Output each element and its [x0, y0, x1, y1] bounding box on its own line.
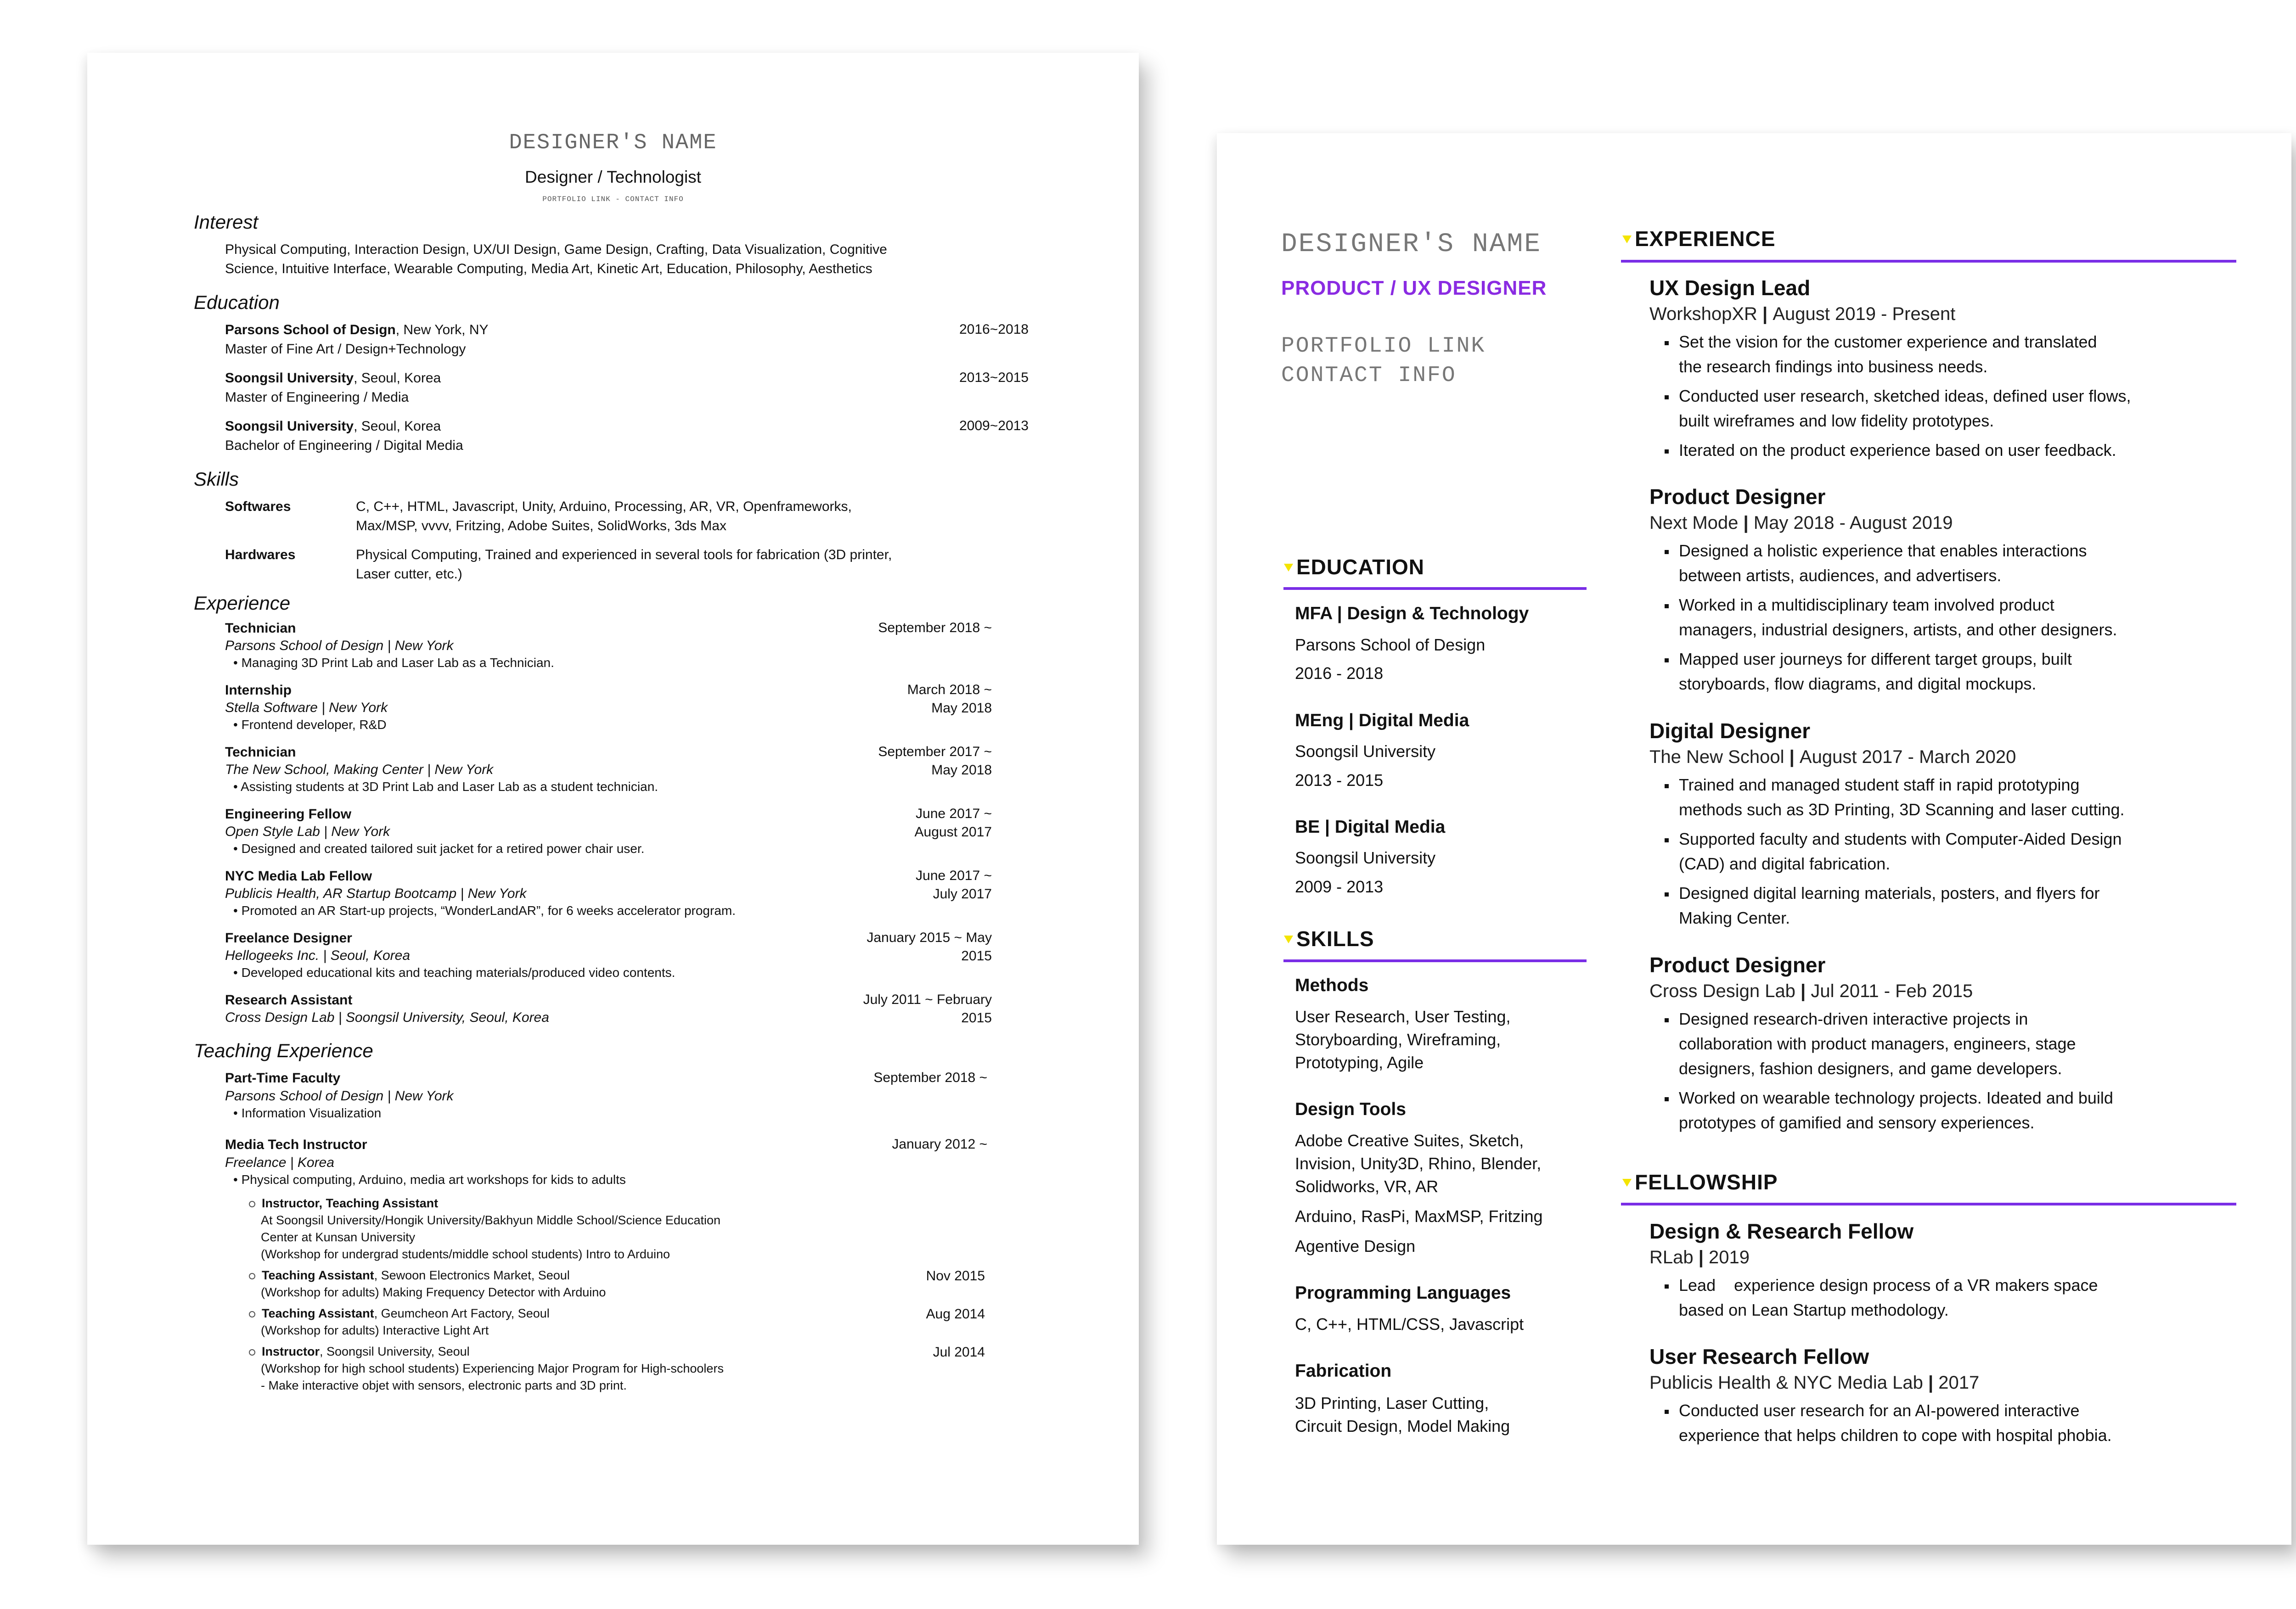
fellowship-meta — [1649, 1247, 1750, 1268]
skills-tools-line: Adobe Creative Suites, Sketch, — [1295, 1131, 1524, 1150]
faculty-org: Parsons School of Design — [225, 1088, 384, 1104]
job-bullet — [1665, 827, 2122, 852]
school-place: , Seoul, Korea — [354, 419, 441, 434]
job-org: Cross Design Lab — [225, 1010, 335, 1025]
sub-item-line: (Workshop for adults) Making Frequency Detector with Arduino — [261, 1285, 606, 1299]
education-years: 2016 - 2018 — [1295, 664, 1384, 683]
skills-tools-line: Agentive Design — [1295, 1237, 1416, 1256]
skills-divider — [1283, 959, 1587, 962]
skills-methods-line: User Research, User Testing, — [1295, 1007, 1511, 1026]
sub-item-place: , Sewoon Electronics Market, Seoul — [374, 1268, 570, 1282]
job-date: May 2018 — [931, 762, 992, 778]
bullet-icon — [1665, 341, 1669, 345]
section-marker-icon — [1284, 564, 1293, 572]
education-school: Parsons School of Design — [1295, 635, 1486, 654]
circle-bullet-icon — [249, 1273, 255, 1279]
job-title: Internship — [225, 683, 292, 698]
job-bullet: • Developed educational kits and teaching materials/produced video contents. — [233, 965, 675, 980]
fellowship-bullet-cont: experience that helps children to cope with hospital phobia. — [1679, 1426, 2112, 1445]
job-bullet-text: Trained and managed student staff in rapid prototyping — [1679, 775, 2080, 794]
job-date: September 2017 ~ — [878, 744, 992, 759]
job-title: NYC Media Lab Fellow — [225, 869, 372, 884]
job-org: Hellogeeks Inc. — [225, 948, 320, 963]
job-meta — [1649, 981, 1973, 1002]
job-bullet-text: Conducted user research, sketched ideas, defined user flows, — [1679, 387, 2131, 405]
job-bullet — [1665, 538, 2087, 563]
instructor-bullet-text: Physical computing, Arduino, media art workshops for kids to adults — [241, 1172, 626, 1187]
job-bullet-cont: between artists, audiences, and advertisers. — [1679, 566, 2002, 585]
bullet-icon — [1665, 604, 1669, 608]
job-bullet-text: Worked on wearable technology projects. Ideated and build — [1679, 1088, 2113, 1107]
job-bullet-cont: designers, fashion designers, and game developers. — [1679, 1059, 2062, 1078]
job-bullet-text: Designed and created tailored suit jacket for a retired power chair user. — [241, 841, 645, 856]
job-separator: | — [1795, 981, 1811, 1001]
portfolio-contact-line: PORTFOLIO LINK - CONTACT INFO — [542, 195, 684, 203]
degree: Master of Fine Art / Design+Technology — [225, 342, 466, 357]
fellowship-heading: FELLOWSHIP — [1635, 1170, 1778, 1194]
bullet-icon — [1665, 395, 1669, 399]
education-heading: EDUCATION — [1296, 555, 1425, 579]
education-degree: BE | Digital Media — [1295, 817, 1446, 837]
job-org: Stella Software — [225, 700, 318, 715]
skills-tools-title: Design Tools — [1295, 1099, 1406, 1119]
section-marker-icon — [1622, 1179, 1632, 1187]
job-bullet-text: Designed digital learning materials, posters, and flyers for — [1679, 884, 2100, 903]
instructor-date: January 2012 ~ — [892, 1137, 987, 1152]
education-school: Soongsil University — [1295, 848, 1436, 867]
designer-name: DESIGNER'S NAME — [1281, 230, 1542, 259]
bullet-icon — [1665, 838, 1669, 842]
sub-item-place: , Soongsil University, Seoul — [320, 1345, 470, 1358]
sub-item-date: Nov 2015 — [926, 1268, 985, 1284]
job-location: New York — [329, 700, 388, 715]
job-company: Cross Design Lab — [1649, 981, 1795, 1001]
sub-item-line: (Workshop for undergrad students/middle school students) Intro to Arduino — [261, 1247, 670, 1261]
sub-item — [249, 1305, 550, 1322]
job-bullet-cont: prototypes of gamified and sensory experiences. — [1679, 1113, 2035, 1132]
job-dates: May 2018 - August 2019 — [1753, 513, 1953, 533]
job-separator: | — [1784, 747, 1800, 767]
experience-heading: Experience — [194, 592, 291, 614]
fellowship-divider — [1621, 1203, 2236, 1205]
portfolio-link: PORTFOLIO LINK — [1281, 334, 1486, 359]
job-title: Research Assistant — [225, 992, 353, 1008]
job-bullet-cont: built wireframes and low fidelity prototypes. — [1679, 411, 1994, 430]
fellowship-org: Publicis Health & NYC Media Lab — [1649, 1373, 1923, 1393]
job-bullet — [1665, 773, 2080, 797]
skills-methods-title: Methods — [1295, 975, 1369, 995]
job-company: The New School — [1649, 747, 1784, 767]
job-bullet-cont: the research findings into business needs. — [1679, 357, 1988, 376]
skills-methods-line: Storyboarding, Wireframing, — [1295, 1030, 1501, 1049]
job-date: August 2017 — [914, 824, 992, 840]
softwares-label: Softwares — [225, 499, 291, 514]
skills-tools-line: Arduino, RasPi, MaxMSP, Fritzing — [1295, 1207, 1543, 1226]
job-bullet — [1665, 1007, 2028, 1032]
job-bullet: • Assisting students at 3D Print Lab and Laser Lab as a student technician. — [233, 779, 658, 794]
fellowship-year: 2019 — [1709, 1247, 1750, 1267]
circle-bullet-icon — [249, 1201, 255, 1207]
skills-fabrication-line: Circuit Design, Model Making — [1295, 1417, 1510, 1435]
hardwares-line-1: Physical Computing, Trained and experienced in several tools for fabrication (3D printer, — [356, 547, 892, 562]
skills-programming-line: C, C++, HTML/CSS, Javascript — [1295, 1315, 1524, 1334]
education-years: 2009 - 2013 — [1295, 877, 1384, 896]
faculty-location: New York — [394, 1088, 454, 1104]
job-company: Next Mode — [1649, 513, 1739, 533]
job-org: Publicis Health, AR Startup Bootcamp — [225, 886, 457, 901]
job-bullet — [1665, 330, 2097, 354]
instructor-bullet: • Physical computing, Arduino, media art workshops for kids to adults — [233, 1172, 626, 1187]
bullet-icon — [1665, 1018, 1669, 1022]
job-location: New York — [467, 886, 527, 901]
sub-item-date: Aug 2014 — [926, 1306, 985, 1322]
fellowship-separator: | — [1923, 1373, 1939, 1393]
softwares-line-2: Max/MSP, vvvv, Fritzing, Adobe Suites, SolidWorks, 3ds Max — [356, 518, 726, 533]
job-date: 2015 — [961, 1010, 992, 1026]
job-bullet-cont: methods such as 3D Printing, 3D Scanning and laser cutting. — [1679, 800, 2125, 819]
school-name: Soongsil University — [225, 370, 354, 386]
job-dates: August 2019 - Present — [1773, 304, 1956, 324]
job-location: New York — [331, 824, 390, 839]
education-entry — [225, 417, 441, 436]
job-bullet-text: Mapped user journeys for different target groups, built — [1679, 650, 2072, 668]
faculty-bullet-text: Information Visualization — [241, 1106, 382, 1120]
contact-info: CONTACT INFO — [1281, 363, 1457, 388]
job-location: New York — [434, 762, 494, 777]
job-title: Engineering Fellow — [225, 807, 352, 822]
education-school: Soongsil University — [1295, 742, 1436, 761]
sub-item-role: Teaching Assistant — [262, 1306, 374, 1320]
teaching-heading: Teaching Experience — [194, 1040, 373, 1061]
sub-item-line: (Workshop for adults) Interactive Light Art — [261, 1323, 489, 1337]
job-meta — [1649, 304, 1955, 325]
faculty-bullet: • Information Visualization — [233, 1106, 382, 1120]
job-bullet-cont: storyboards, flow diagrams, and digital mockups. — [1679, 674, 2037, 693]
job-org-line: Stella Software | New York — [225, 700, 388, 715]
job-date: September 2018 ~ — [878, 620, 992, 635]
job-bullet — [1665, 384, 2131, 409]
job-bullet: • Frontend developer, R&D — [233, 718, 387, 732]
sub-item-role: Instructor — [262, 1345, 320, 1358]
softwares-line-1: C, C++, HTML, Javascript, Unity, Arduino, Processing, AR, VR, Openframeworks, — [356, 499, 852, 514]
fellowship-org: RLab — [1649, 1247, 1694, 1267]
job-date: July 2017 — [933, 886, 992, 902]
job-dates: August 2017 - March 2020 — [1799, 747, 2016, 767]
education-entry — [225, 320, 489, 340]
instructor-org-line: Freelance | Korea — [225, 1155, 334, 1170]
bullet-icon — [1665, 784, 1669, 788]
job-date: June 2017 ~ — [916, 806, 992, 821]
job-bullet-cont: (CAD) and digital fabrication. — [1679, 854, 1891, 873]
section-marker-icon — [1284, 936, 1293, 943]
job-bullet: • Managing 3D Print Lab and Laser Lab as a Technician. — [233, 656, 554, 670]
resume-page-modern — [1217, 133, 2291, 1545]
sub-item — [249, 1267, 570, 1284]
job-bullet-text: Assisting students at 3D Print Lab and Laser Lab as a student technician. — [241, 779, 658, 794]
job-bullet-cont: managers, industrial designers, artists, and other designers. — [1679, 620, 2117, 639]
skills-heading: Skills — [194, 468, 239, 490]
education-years: 2013 - 2015 — [1295, 771, 1384, 790]
job-bullet — [1665, 438, 2116, 463]
section-marker-icon — [1622, 235, 1632, 243]
job-bullet-text: Promoted an AR Start-up projects, “WonderLandAR”, for 6 weeks accelerator program. — [241, 903, 736, 918]
job-bullet-text: Managing 3D Print Lab and Laser Lab as a Technician. — [241, 656, 554, 670]
interest-heading: Interest — [194, 211, 259, 233]
job-title: Product Designer — [1649, 485, 1826, 509]
sub-item — [249, 1195, 438, 1212]
job-org-line: Publicis Health, AR Startup Bootcamp | New York — [225, 886, 527, 901]
job-title: UX Design Lead — [1649, 276, 1811, 300]
job-location: Soongsil University, Seoul, Korea — [345, 1010, 549, 1025]
experience-divider — [1621, 260, 2236, 263]
designer-name: DESIGNER'S NAME — [509, 131, 717, 155]
bullet-icon — [1665, 449, 1669, 454]
education-entry — [225, 369, 441, 388]
job-title: Digital Designer — [1649, 719, 1811, 743]
fellowship-bullet — [1665, 1273, 2098, 1298]
job-bullet-text: Developed educational kits and teaching materials/produced video contents. — [241, 965, 675, 980]
job-dates: Jul 2011 - Feb 2015 — [1811, 981, 1973, 1001]
faculty-title: Part-Time Faculty — [225, 1071, 341, 1086]
bullet-icon — [1665, 1097, 1669, 1101]
skills-programming-title: Programming Languages — [1295, 1283, 1511, 1303]
job-date: July 2011 ~ February — [863, 992, 992, 1007]
job-separator: | — [1738, 513, 1754, 533]
job-bullet — [1665, 593, 2054, 617]
education-date: 2016~2018 — [959, 322, 1029, 337]
sub-item-role: Teaching Assistant — [262, 1268, 374, 1282]
job-bullet-text: Frontend developer, R&D — [241, 718, 387, 732]
education-degree: MEng | Digital Media — [1295, 711, 1469, 730]
bullet-icon — [1665, 1284, 1669, 1289]
skills-fabrication-title: Fabrication — [1295, 1361, 1392, 1381]
fellowship-year: 2017 — [1938, 1373, 1980, 1393]
job-bullet-text: Worked in a multidisciplinary team involved product — [1679, 595, 2054, 614]
job-bullet-cont: collaboration with product managers, engineers, stage — [1679, 1034, 2076, 1053]
sub-item-date: Jul 2014 — [933, 1345, 985, 1360]
faculty-org-line: Parsons School of Design | New York — [225, 1088, 454, 1104]
job-title: Freelance Designer — [225, 931, 352, 946]
skills-tools-line: Invision, Unity3D, Rhino, Blender, — [1295, 1154, 1542, 1173]
job-bullet-text: Designed research-driven interactive projects in — [1679, 1009, 2028, 1028]
fellowship-meta — [1649, 1373, 1979, 1393]
degree: Bachelor of Engineering / Digital Media — [225, 438, 463, 453]
job-date: March 2018 ~ — [907, 682, 992, 697]
job-bullet — [1665, 647, 2072, 672]
job-company: WorkshopXR — [1649, 304, 1757, 324]
job-bullet: • Designed and created tailored suit jacket for a retired power chair user. — [233, 841, 645, 856]
job-location: Seoul, Korea — [330, 948, 411, 963]
job-org-line: Hellogeeks Inc. | Seoul, Korea — [225, 948, 411, 963]
sub-item-place: , Geumcheon Art Factory, Seoul — [374, 1306, 550, 1320]
job-date: June 2017 ~ — [916, 868, 992, 883]
interest-line-1: Physical Computing, Interaction Design, UX/UI Design, Game Design, Crafting, Data Visualization, Cognitive — [225, 242, 887, 257]
fellowship-title: User Research Fellow — [1649, 1345, 1869, 1368]
skills-methods-line: Prototyping, Agile — [1295, 1053, 1424, 1072]
job-bullet-cont: Making Center. — [1679, 908, 1790, 927]
education-divider — [1283, 587, 1587, 590]
school-place: , Seoul, Korea — [354, 370, 441, 386]
job-title: Technician — [225, 621, 296, 636]
education-date: 2013~2015 — [959, 370, 1029, 385]
job-date: January 2015 ~ May — [867, 930, 992, 945]
job-org: The New School, Making Center — [225, 762, 423, 777]
job-meta — [1649, 747, 2016, 768]
sub-item-line: At Soongsil University/Hongik University/Bakhyun Middle School/Science Education — [261, 1213, 720, 1227]
school-name: Parsons School of Design — [225, 322, 396, 337]
education-heading: Education — [194, 292, 280, 313]
job-meta — [1649, 513, 1953, 533]
bullet-icon — [1665, 658, 1669, 662]
designer-role: PRODUCT / UX DESIGNER — [1281, 277, 1547, 299]
fellowship-separator: | — [1693, 1247, 1709, 1267]
instructor-title: Media Tech Instructor — [225, 1137, 367, 1152]
school-name: Soongsil University — [225, 419, 354, 434]
job-bullet-text: Set the vision for the customer experience and translated — [1679, 332, 2097, 351]
sub-item-line: Center at Kunsan University — [261, 1230, 416, 1244]
sub-item — [249, 1343, 470, 1360]
job-bullet-text: Supported faculty and students with Computer-Aided Design — [1679, 830, 2122, 848]
job-title: Product Designer — [1649, 953, 1826, 977]
degree: Master of Engineering / Media — [225, 390, 409, 405]
fellowship-bullet-text: Conducted user research for an AI-powered interactive — [1679, 1401, 2080, 1420]
skills-heading: SKILLS — [1296, 927, 1374, 951]
experience-heading: EXPERIENCE — [1635, 227, 1776, 251]
job-bullet: • Promoted an AR Start-up projects, “WonderLandAR”, for 6 weeks accelerator program. — [233, 903, 736, 918]
job-org: Parsons School of Design — [225, 638, 384, 653]
bullet-icon — [1665, 550, 1669, 554]
skills-fabrication-line: 3D Printing, Laser Cutting, — [1295, 1394, 1489, 1413]
resume-page-traditional — [87, 53, 1139, 1545]
fellowship-bullet-text: Lead experience design process of a VR makers space — [1679, 1276, 2098, 1295]
fellowship-title: Design & Research Fellow — [1649, 1219, 1914, 1243]
job-org-line: Parsons School of Design | New York — [225, 638, 454, 653]
job-date: 2015 — [961, 948, 992, 964]
instructor-org: Freelance — [225, 1155, 287, 1170]
job-bullet — [1665, 1086, 2113, 1110]
education-date: 2009~2013 — [959, 418, 1029, 433]
job-bullet-text: Designed a holistic experience that enables interactions — [1679, 541, 2087, 560]
school-place: , New York, NY — [395, 322, 489, 337]
sub-item-line: - Make interactive objet with sensors, electronic parts and 3D print. — [261, 1379, 627, 1392]
designer-title: Designer / Technologist — [525, 168, 701, 186]
job-location: New York — [394, 638, 454, 653]
job-title: Technician — [225, 745, 296, 760]
job-separator: | — [1757, 304, 1773, 324]
job-org: Open Style Lab — [225, 824, 320, 839]
education-degree: MFA | Design & Technology — [1295, 604, 1529, 623]
hardwares-line-2: Laser cutter, etc.) — [356, 566, 462, 582]
interest-line-2: Science, Intuitive Interface, Wearable Computing, Media Art, Kinetic Art, Education, Philosophy, Aesthetics — [225, 261, 872, 276]
circle-bullet-icon — [249, 1349, 255, 1356]
fellowship-bullet-cont: based on Lean Startup methodology. — [1679, 1301, 1949, 1319]
faculty-date: September 2018 ~ — [873, 1070, 987, 1085]
fellowship-bullet — [1665, 1398, 2079, 1423]
skills-tools-line: Solidworks, VR, AR — [1295, 1177, 1439, 1196]
job-org-line: Cross Design Lab | Soongsil University, Seoul, Korea — [225, 1010, 549, 1025]
job-bullet-text: Iterated on the product experience based on user feedback. — [1679, 441, 2116, 460]
bullet-icon — [1665, 892, 1669, 897]
instructor-location: Korea — [297, 1155, 334, 1170]
bullet-icon — [1665, 1410, 1669, 1414]
job-org-line: Open Style Lab | New York — [225, 824, 390, 839]
job-bullet — [1665, 881, 2099, 906]
hardwares-label: Hardwares — [225, 547, 296, 562]
sub-item-role: Instructor, Teaching Assistant — [262, 1196, 439, 1210]
job-org-line: The New School, Making Center | New York — [225, 762, 494, 777]
sub-item-line: (Workshop for high school students) Experiencing Major Program for High-schoolers — [261, 1362, 724, 1375]
circle-bullet-icon — [249, 1311, 255, 1317]
job-date: May 2018 — [931, 701, 992, 716]
